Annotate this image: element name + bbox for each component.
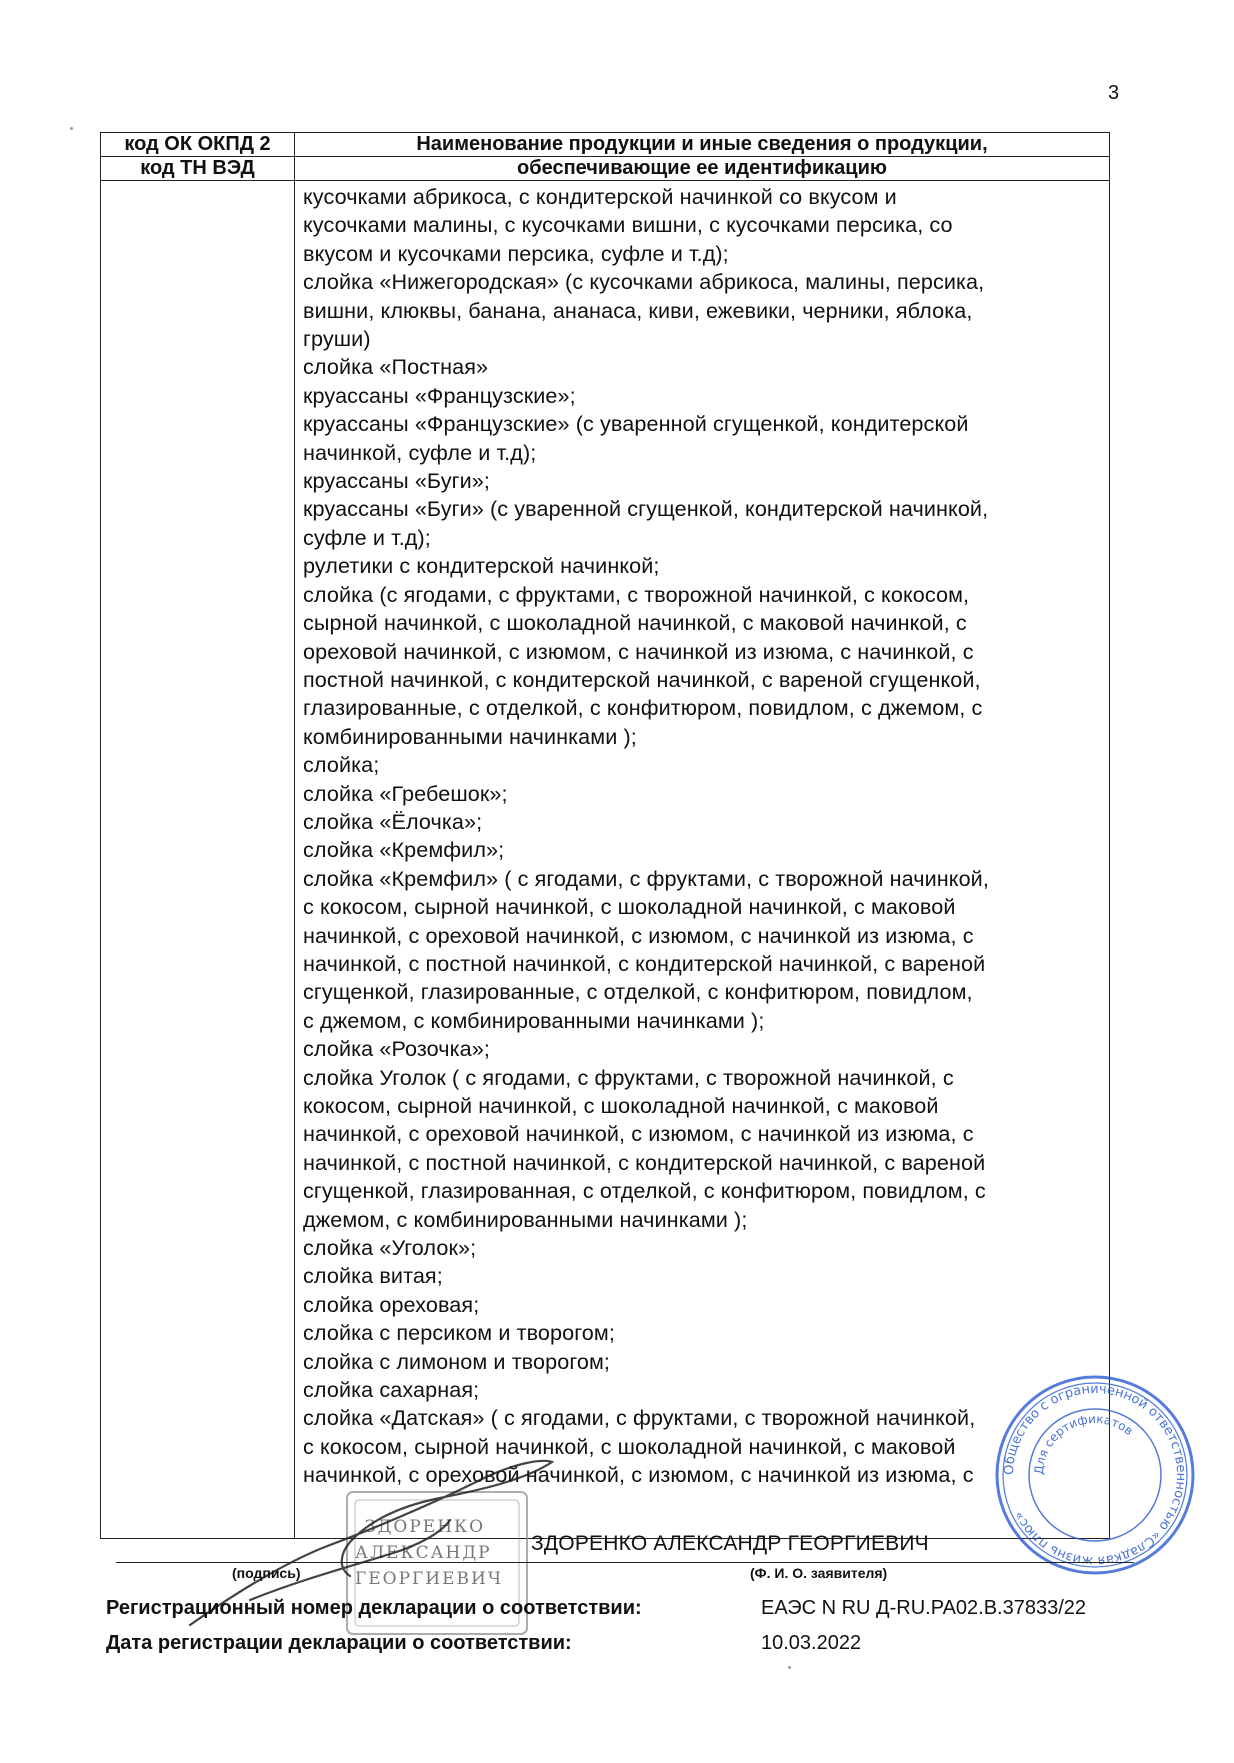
product-line: слойка витая; [303,1263,443,1289]
scan-speck [70,127,73,130]
header-product-name-line1: Наименование продукции и иные сведения о продукции, [295,133,1110,157]
product-line: слойка «Гребешок»; [303,780,508,806]
product-line: начинкой, с ореховой начинкой, с изюмом, с начинкой из изюма, с [303,1462,974,1488]
registration-date-label: Дата регистрации декларации о соответствии: [106,1632,572,1654]
product-description-cell [295,181,1110,1539]
product-line: с кокосом, сырной начинкой, с шоколадной начинкой, с маковой [303,894,956,920]
product-line: слойка с лимоном и творогом; [303,1348,610,1374]
product-line: сырной начинкой, с шоколадной начинкой, с маковой начинкой, с [303,610,967,636]
product-line: круассаны «Французские» (с уваренной сгущенкой, кондитерской [303,411,969,437]
product-line: начинкой, с ореховой начинкой, с изюмом, с начинкой из изюма, с [303,1121,974,1147]
scan-speck [788,1666,791,1669]
product-line: начинкой, с ореховой начинкой, с изюмом, с начинкой из изюма, с [303,922,974,948]
product-line: слойка ореховая; [303,1291,480,1317]
product-line: сгущенкой, глазированные, с отделкой, с конфитюром, повидлом, [303,979,973,1005]
product-line: слойка «Уголок»; [303,1235,477,1261]
svg-text:Для сертификатов [1032,1412,1136,1475]
product-line: слойка «Нижегородская» (с кусочками абрикоса, малины, персика, [303,269,985,295]
seal-line-3: ГЕОРГИЕВИЧ [355,1569,503,1589]
product-line: слойка «Кремфил»; [303,837,505,863]
product-line: слойка «Розочка»; [303,1036,490,1062]
stamp-outer-text: Общество с ограниченной ответственностью «Сладкая жизнь плюс» [1001,1381,1189,1569]
product-line: слойка с персиком и творогом; [303,1320,615,1346]
product-line: слойка сахарная; [303,1377,480,1403]
product-line: вкусом и кусочками персика, суфле и т.д); [303,240,729,266]
registration-number-value: ЕАЭС N RU Д-RU.PA02.B.37833/22 [761,1597,1087,1619]
applicant-name: ЗДОРЕНКО АЛЕКСАНДР ГЕОРГИЕВИЧ [531,1532,929,1555]
product-line: начинкой, с постной начинкой, с кондитерской начинкой, с вареной [303,1149,986,1175]
product-line: начинкой, суфле и т.д); [303,439,537,465]
product-line: слойка (с ягодами, с фруктами, с творожной начинкой, с кокосом, [303,581,970,607]
product-line: суфле и т.д); [303,524,431,550]
product-line: комбинированными начинками ); [303,723,637,749]
product-line: слойка Уголок ( с ягодами, с фруктами, с творожной начинкой, с [303,1064,954,1090]
product-line: слойка «Кремфил» ( с ягодами, с фруктами, с творожной начинкой, [303,865,989,891]
registration-number-label: Регистрационный номер декларации о соответствии: [106,1597,642,1619]
signature-caption: (подпись) [232,1565,301,1581]
header-tnved: код ТН ВЭД [101,157,295,181]
header-okpd2: код ОК ОКПД 2 [101,133,295,157]
product-line: начинкой, с постной начинкой, с кондитерской начинкой, с вареной [303,950,986,976]
product-line: вишни, клюквы, банана, ананаса, киви, ежевики, черники, яблока, [303,297,973,323]
product-line: круассаны «Буги» (с уваренной сгущенкой, кондитерской начинкой, [303,496,989,522]
product-line: с джемом, с комбинированными начинками ); [303,1007,765,1033]
seal-line-1: ЗДОРЕНКО [365,1517,486,1537]
product-line: груши) [303,326,371,352]
product-line: глазированные, с отделкой, с конфитюром, повидлом, с джемом, с [303,695,983,721]
seal-line-2: АЛЕКСАНДР [355,1543,492,1563]
product-line: сгущенкой, глазированная, с отделкой, с конфитюром, повидлом, с [303,1178,986,1204]
product-line: круассаны «Французские»; [303,382,576,408]
product-line: кусочками малины, с кусочками вишни, с кусочками персика, со [303,212,953,238]
product-line: круассаны «Буги»; [303,468,490,494]
product-line: слойка «Датская» ( с ягодами, с фруктами, с творожной начинкой, [303,1405,976,1431]
header-product-name-line2: обеспечивающие ее идентификацию [295,157,1110,181]
signature-line [116,1562,1134,1563]
declaration-table [100,132,1110,1539]
product-list [303,183,1095,1490]
table-header-row-2 [101,157,1110,181]
product-line: джемом, с комбинированными начинками ); [303,1206,748,1232]
svg-text:Общество с ограниченной ответс [1002,1382,1188,1568]
product-line: слойка «Постная» [303,354,489,380]
product-line: кусочками абрикоса, с кондитерской начинкой со вкусом и [303,184,897,209]
registration-date-row [106,1632,862,1655]
product-line: слойка; [303,752,380,778]
product-line: кокосом, сырной начинкой, с шоколадной начинкой, с маковой [303,1093,939,1118]
registration-number-row [106,1597,1087,1620]
name-caption: (Ф. И. О. заявителя) [750,1565,888,1581]
page-number: 3 [1108,82,1120,104]
product-line: рулетики с кондитерской начинкой; [303,553,660,579]
company-stamp [990,1370,1200,1580]
product-line: ореховой начинкой, с изюмом, с начинкой из изюма, с начинкой, с [303,638,974,664]
code-cell [101,181,295,1539]
product-line: слойка «Ёлочка»; [303,808,483,834]
product-line: с кокосом, сырной начинкой, с шоколадной начинкой, с маковой [303,1433,956,1459]
table-content-row [101,181,1110,1539]
stamp-inner-text: Для сертификатов [1031,1411,1136,1476]
table-header-row-1 [101,133,1110,157]
product-line: постной начинкой, с кондитерской начинкой, с вареной сгущенкой, [303,666,981,692]
registration-date-value: 10.03.2022 [761,1632,862,1654]
